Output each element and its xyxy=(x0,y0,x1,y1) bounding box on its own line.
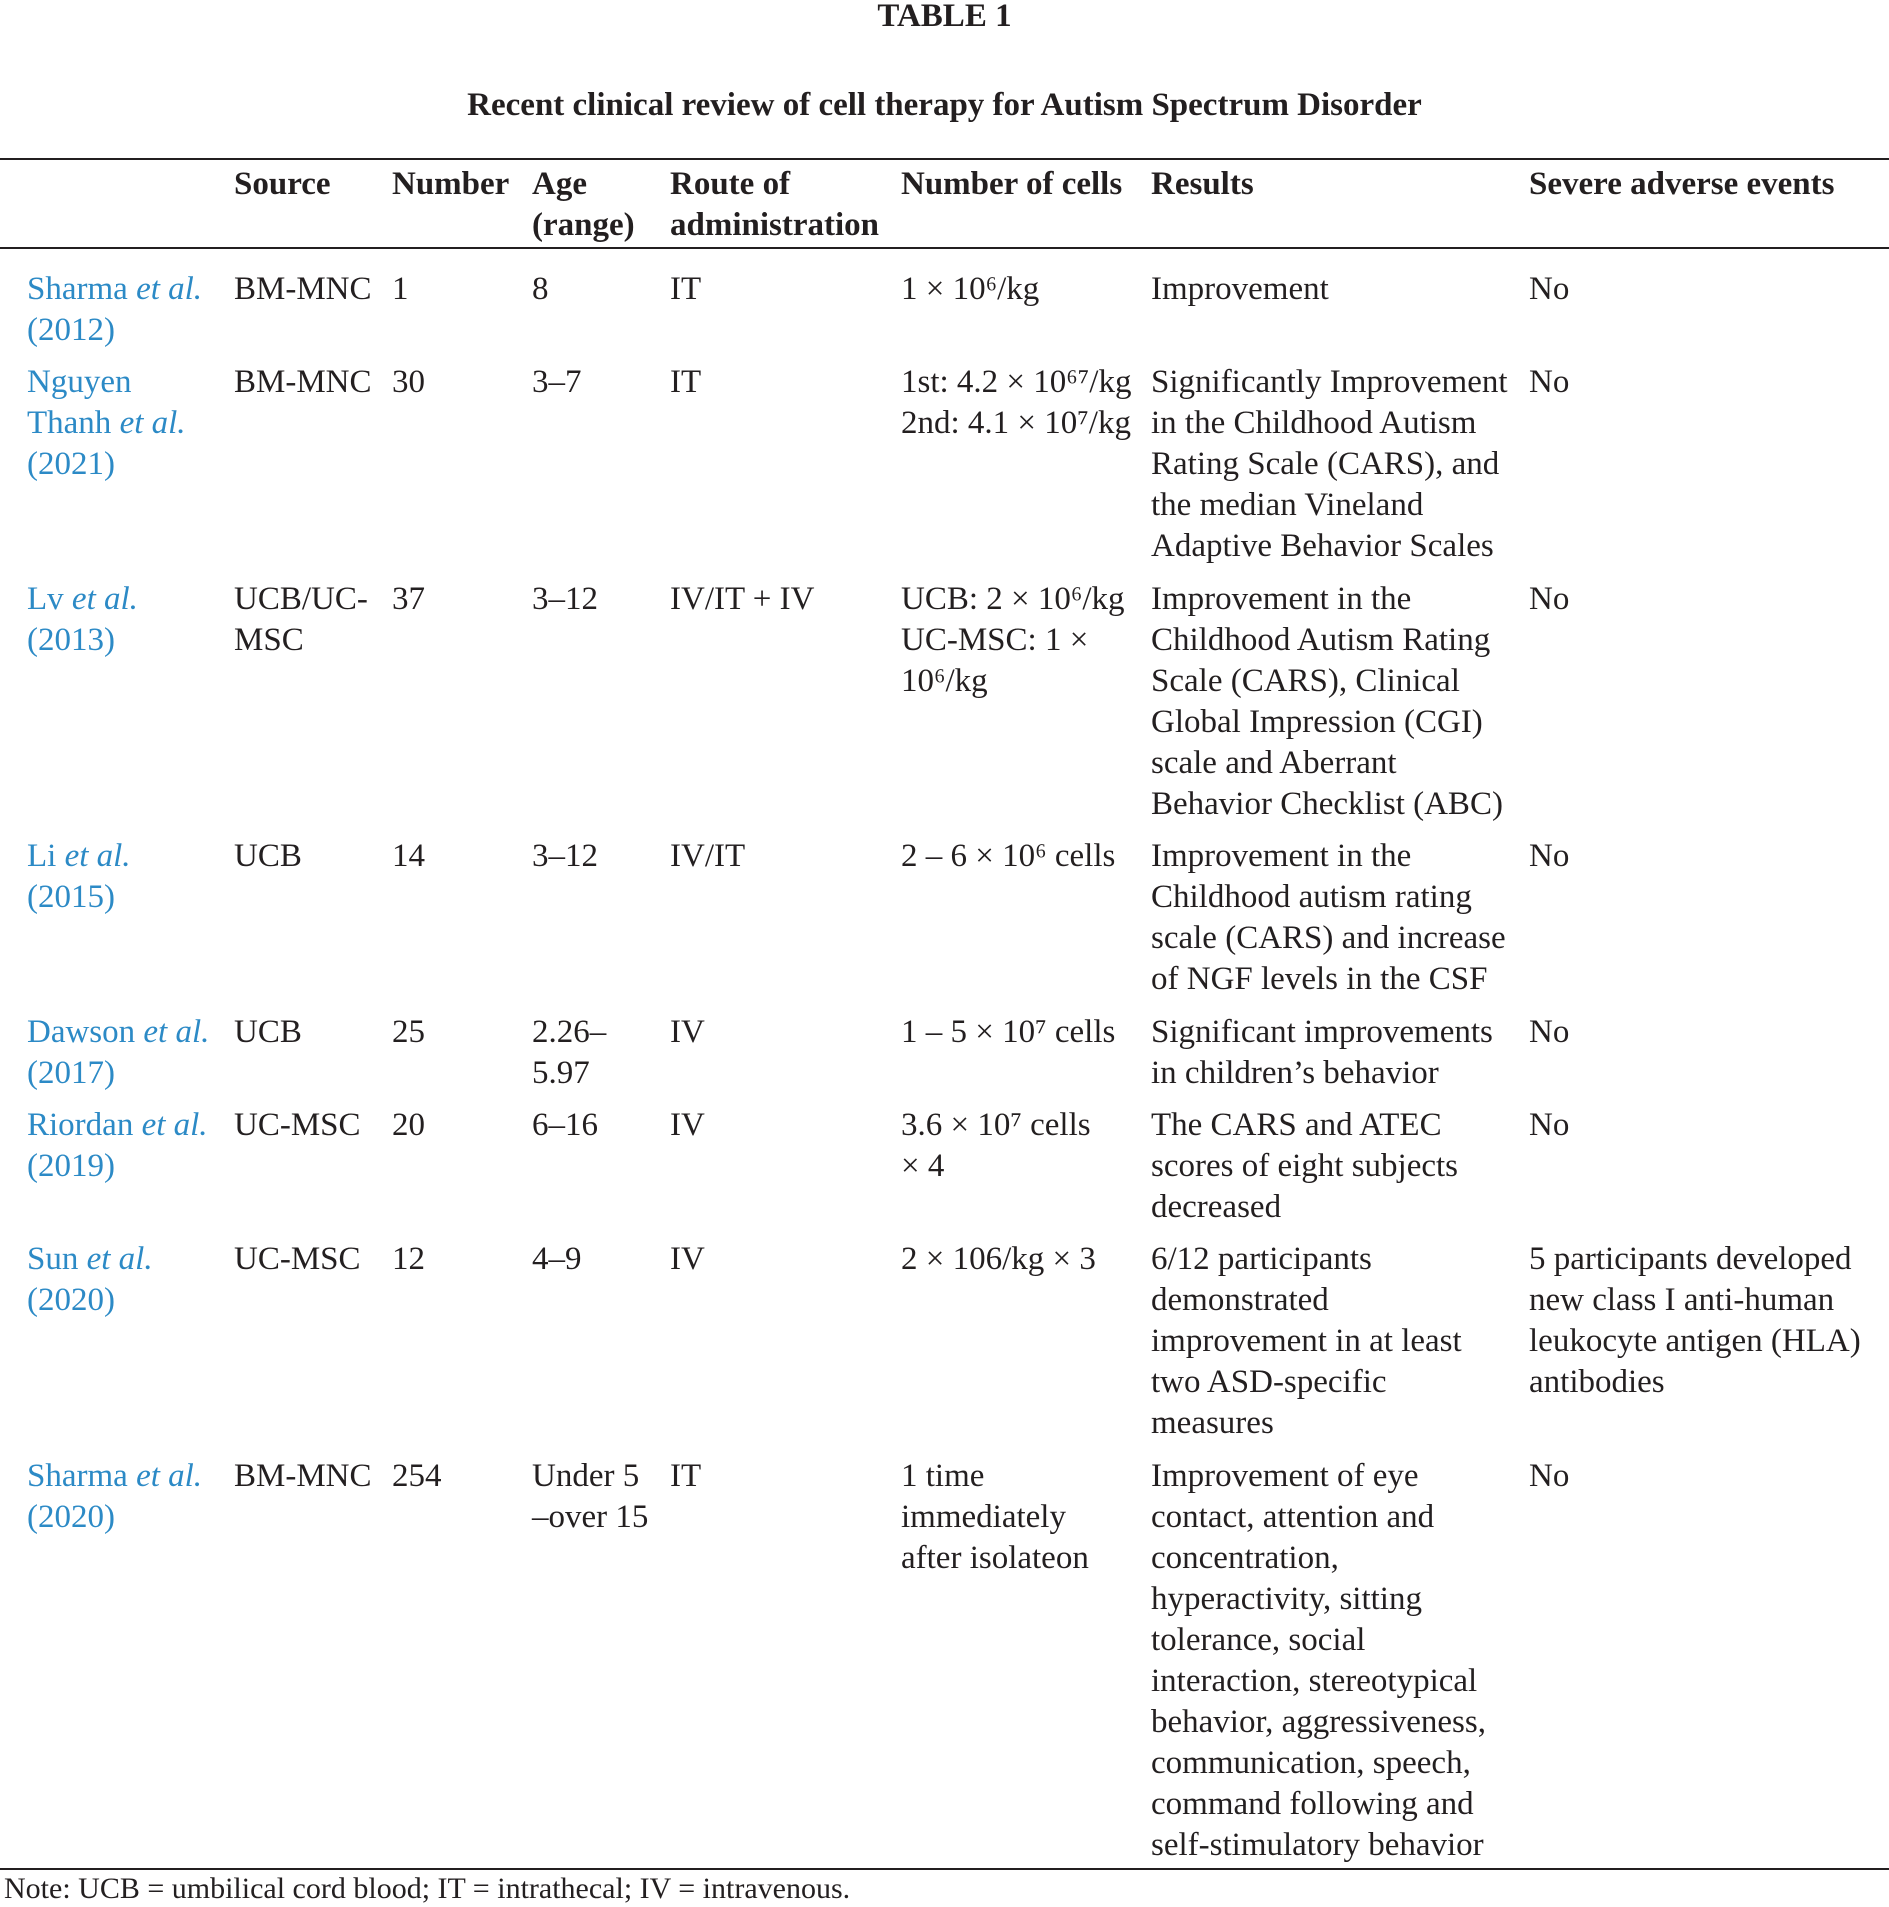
table-row xyxy=(0,351,1889,567)
age-range-cell: 3–12 xyxy=(532,580,598,617)
citation-author: Sun xyxy=(27,1241,79,1278)
table-label: TABLE 1 xyxy=(877,0,1012,34)
table-row xyxy=(0,1444,1889,1865)
citation-link[interactable] xyxy=(27,364,186,482)
results-cell: Improvement xyxy=(1151,271,1329,307)
adverse-events-cell: No xyxy=(1529,1457,1570,1494)
adverse-events-cell: No xyxy=(1529,1106,1570,1143)
citation-year: (2013) xyxy=(27,621,115,658)
number-of-cells-cell: 1 × 10⁶/kg xyxy=(901,271,1040,307)
table-row xyxy=(0,1000,1889,1093)
number-of-cells-cell: 1 – 5 × 10⁷ cells xyxy=(901,1013,1116,1050)
study-cell xyxy=(27,836,234,1000)
age-range-cell: 3–12 xyxy=(532,838,598,875)
number-cell: 12 xyxy=(392,1241,425,1278)
age-range-cell: 3–7 xyxy=(532,364,582,401)
column-header-study xyxy=(27,164,234,246)
age-range-cell: Under 5 –over 15 xyxy=(532,1457,649,1535)
citation-author: Sharma xyxy=(27,271,128,307)
results-cell: 6/12 participants demonstrated improvement in at least two ASD-specific measures xyxy=(1151,1241,1462,1442)
number-of-cells-cell: 2 × 106/kg × 3 xyxy=(901,1241,1096,1278)
citation-author: Dawson xyxy=(27,1013,136,1050)
citation-author: Sharma xyxy=(27,1457,128,1494)
number-of-cells-cell: 1st: 4.2 × 10⁶⁷/kg 2nd: 4.1 × 10⁷/kg xyxy=(901,364,1132,442)
citation-year: (2020) xyxy=(27,1282,115,1319)
age-range-cell: 6–16 xyxy=(532,1106,598,1143)
column-header-route: Route of administration xyxy=(670,166,880,244)
column-header-results: Results xyxy=(1151,166,1254,203)
adverse-events-cell: No xyxy=(1529,364,1570,401)
table-header-row xyxy=(0,160,1889,246)
citation-link[interactable] xyxy=(27,1241,153,1318)
results-cell: Improvement of eye contact, attention and concentration, hyperactivity, sitting tolerance, social interaction, stereotypical behavior, aggressiveness, communication, speech, command following and self-stimulatory behavior xyxy=(1151,1457,1486,1863)
number-of-cells-cell: UCB: 2 × 10⁶/kg UC-MSC: 1 × 10⁶/kg xyxy=(901,580,1125,699)
citation-link[interactable] xyxy=(27,1107,208,1184)
study-cell xyxy=(27,1239,234,1444)
source-cell: UC-MSC xyxy=(234,1241,361,1278)
source-cell: BM-MNC xyxy=(234,364,372,401)
results-cell: Improvement in the Childhood autism rating scale (CARS) and increase of NGF levels in the CSF xyxy=(1151,838,1506,998)
adverse-events-cell: No xyxy=(1529,1013,1570,1050)
table-body xyxy=(0,249,1889,1866)
citation-link[interactable] xyxy=(27,271,202,348)
citation-et-al: et al. xyxy=(86,1241,153,1278)
number-cell: 37 xyxy=(392,580,425,617)
source-cell: UCB xyxy=(234,1013,302,1050)
table-note: Note: UCB = umbilical cord blood; IT = intrathecal; IV = intravenous. xyxy=(4,1872,851,1905)
citation-year: (2019) xyxy=(27,1147,115,1184)
number-cell: 30 xyxy=(392,364,425,401)
citation-et-al: et al. xyxy=(64,838,131,875)
citation-link[interactable] xyxy=(27,1014,209,1091)
citation-year: (2017) xyxy=(27,1054,115,1091)
adverse-events-cell: 5 participants developed new class I anti-human leukocyte antigen (HLA) antibodies xyxy=(1529,1241,1861,1401)
results-cell: The CARS and ATEC scores of eight subjects decreased xyxy=(1151,1106,1459,1225)
citation-et-al: et al. xyxy=(71,580,138,617)
citation-et-al: et al. xyxy=(136,1457,203,1494)
column-header-age: Age (range) xyxy=(532,166,635,244)
age-range-cell: 2.26– 5.97 xyxy=(532,1013,607,1091)
citation-et-al: et al. xyxy=(143,1013,210,1050)
source-cell: UCB xyxy=(234,838,302,875)
number-cell: 254 xyxy=(392,1457,442,1494)
route-cell: IT xyxy=(670,271,702,307)
citation-author: Riordan xyxy=(27,1106,134,1143)
number-cell: 1 xyxy=(392,271,409,307)
study-cell xyxy=(27,269,234,351)
study-cell xyxy=(27,1012,234,1094)
table-row xyxy=(0,567,1889,824)
citation-author: Li xyxy=(27,838,57,875)
citation-year: (2020) xyxy=(27,1498,115,1535)
study-cell xyxy=(27,1105,234,1228)
study-cell xyxy=(27,362,234,567)
citation-et-al: et al. xyxy=(141,1106,208,1143)
table-row xyxy=(0,249,1889,351)
citation-link[interactable] xyxy=(27,1458,202,1535)
route-cell: IV/IT xyxy=(670,838,746,875)
route-cell: IV xyxy=(670,1106,705,1143)
citation-link[interactable] xyxy=(27,838,131,915)
age-range-cell: 4–9 xyxy=(532,1241,582,1278)
citation-year: (2021) xyxy=(27,446,115,483)
table-row xyxy=(0,825,1889,1000)
study-cell xyxy=(27,1456,234,1866)
source-cell: UC-MSC xyxy=(234,1106,361,1143)
table-row xyxy=(0,1228,1889,1444)
column-header-source: Source xyxy=(234,166,331,203)
column-header-number: Number xyxy=(392,166,510,203)
number-cell: 25 xyxy=(392,1013,425,1050)
route-cell: IV xyxy=(670,1241,705,1278)
results-cell: Significant improvements in children’s behavior xyxy=(1151,1013,1493,1091)
column-header-number-of-cells: Number of cells xyxy=(901,166,1123,203)
table-row xyxy=(0,1094,1889,1228)
number-cell: 14 xyxy=(392,838,425,875)
citation-year: (2012) xyxy=(27,312,115,348)
citation-year: (2015) xyxy=(27,879,115,916)
citation-et-al: et al. xyxy=(119,405,186,442)
adverse-events-cell: No xyxy=(1529,838,1570,875)
citation-link[interactable] xyxy=(27,581,138,658)
adverse-events-cell: No xyxy=(1529,271,1570,307)
source-cell: UCB/UC- MSC xyxy=(234,580,368,658)
citation-et-al: et al. xyxy=(136,271,203,307)
citation-author: Lv xyxy=(27,580,64,617)
route-cell: IT xyxy=(670,364,702,401)
route-cell: IV xyxy=(670,1013,705,1050)
results-cell: Significantly Improvement in the Childhood Autism Rating Scale (CARS), and the median Vineland Adaptive Behavior Scales xyxy=(1151,364,1508,565)
results-cell: Improvement in the Childhood Autism Rating Scale (CARS), Clinical Global Impression (CGI) scale and Aberrant Behavior Checklist (ABC) xyxy=(1151,580,1503,822)
citation-author: Nguyen Thanh xyxy=(27,364,132,442)
route-cell: IV/IT + IV xyxy=(670,580,815,617)
bottom-rule xyxy=(0,1868,1889,1870)
number-cell: 20 xyxy=(392,1106,425,1143)
number-of-cells-cell: 1 time immediately after isolateon xyxy=(901,1457,1089,1576)
age-range-cell: 8 xyxy=(532,271,549,307)
number-of-cells-cell: 2 – 6 × 10⁶ cells xyxy=(901,838,1116,875)
source-cell: BM-MNC xyxy=(234,1457,372,1494)
adverse-events-cell: No xyxy=(1529,580,1570,617)
table-title: Recent clinical review of cell therapy for Autism Spectrum Disorder xyxy=(467,87,1422,123)
route-cell: IT xyxy=(670,1457,702,1494)
column-header-adverse-events: Severe adverse events xyxy=(1529,166,1835,203)
study-cell xyxy=(27,579,234,825)
source-cell: BM-MNC xyxy=(234,271,372,307)
number-of-cells-cell: 3.6 × 10⁷ cells × 4 xyxy=(901,1106,1091,1184)
